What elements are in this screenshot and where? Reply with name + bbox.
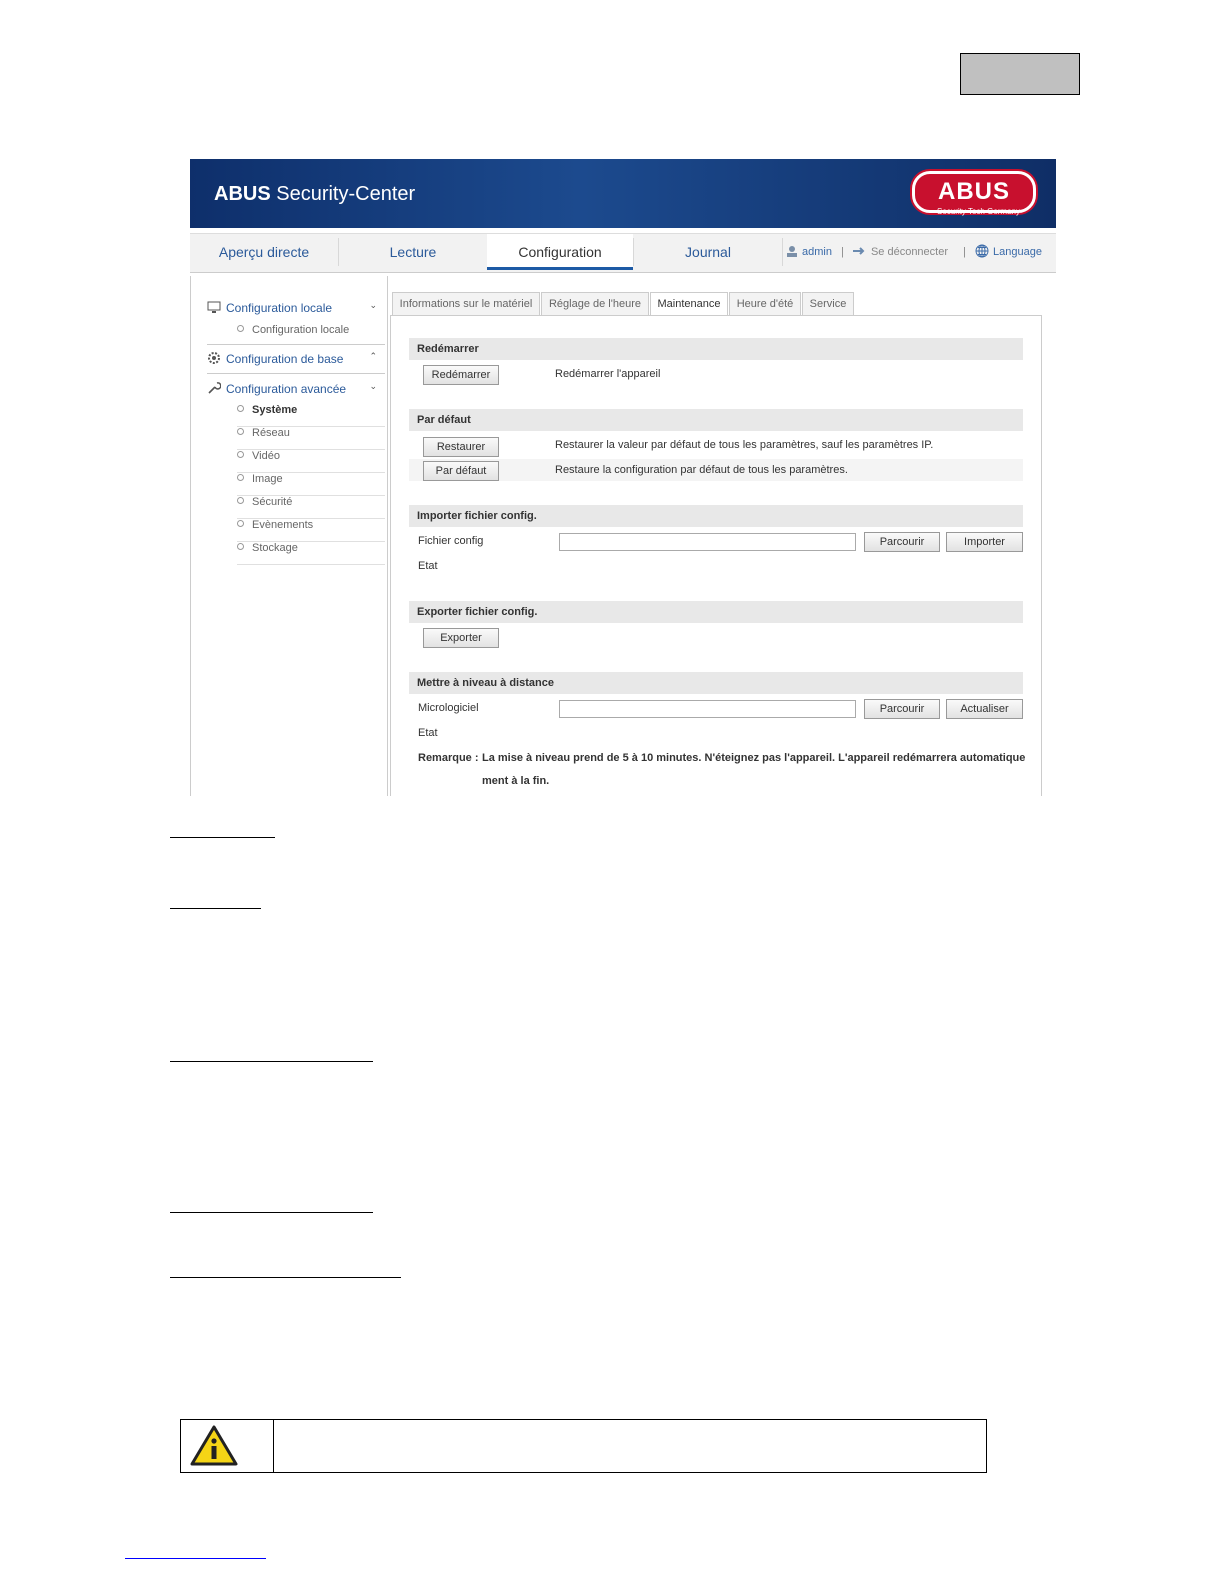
monitor-icon bbox=[207, 300, 221, 314]
warning-icon bbox=[189, 1424, 239, 1468]
user-icon bbox=[786, 245, 798, 257]
chevron-up-icon: ⌃ bbox=[369, 351, 377, 361]
heading-underline bbox=[170, 908, 261, 909]
browse-firmware-button[interactable]: Parcourir bbox=[864, 699, 940, 719]
tab-service[interactable]: Service bbox=[802, 292, 854, 316]
browse-config-button[interactable]: Parcourir bbox=[864, 532, 940, 552]
sidebar-item-local-config[interactable]: Configuration locale bbox=[237, 324, 385, 346]
abus-logo: ABUS bbox=[912, 171, 1036, 213]
firmware-label: Micrologiciel bbox=[418, 702, 479, 714]
sidebar-item-events[interactable]: Evènements bbox=[237, 519, 385, 542]
footer-link-underline bbox=[125, 1558, 266, 1559]
upgrade-status-label: Etat bbox=[418, 727, 438, 739]
logout-link[interactable]: Se déconnecter bbox=[870, 246, 949, 258]
app-screenshot bbox=[190, 159, 1056, 796]
chevron-down-icon: ⌄ bbox=[369, 381, 377, 391]
sidebar-group-basic[interactable]: Configuration de base ⌃ bbox=[207, 351, 385, 366]
app-title: ABUS Security-Center bbox=[214, 183, 416, 205]
nav-tab-live-view[interactable]: Aperçu directe bbox=[218, 244, 310, 260]
sidebar-group-advanced[interactable]: Configuration avancée ⌄ bbox=[207, 381, 385, 396]
reboot-description: Redémarrer l'appareil bbox=[555, 368, 661, 380]
logout-icon bbox=[853, 246, 867, 256]
sidebar-group-local[interactable]: Configuration locale ⌄ bbox=[207, 300, 385, 315]
heading-underline bbox=[170, 1212, 373, 1213]
sidebar-item-system[interactable]: Système bbox=[237, 404, 385, 427]
gear-icon bbox=[207, 351, 221, 365]
logo-tagline: Security Tech Germany bbox=[937, 207, 1020, 216]
reboot-button[interactable]: Redémarrer bbox=[423, 365, 499, 385]
language-link[interactable]: Language bbox=[993, 246, 1042, 258]
app-banner bbox=[190, 159, 1056, 228]
import-status-label: Etat bbox=[418, 560, 438, 572]
config-file-label: Fichier config bbox=[418, 535, 484, 547]
config-file-input[interactable] bbox=[559, 533, 856, 551]
firmware-input[interactable] bbox=[559, 700, 856, 718]
note-text-line1: La mise à niveau prend de 5 à 10 minutes. N'éteignez pas l'appareil. L'appareil redémarrera automatique bbox=[482, 752, 1026, 764]
restore-button[interactable]: Restaurer bbox=[423, 437, 499, 457]
chevron-down-icon: ⌄ bbox=[369, 300, 377, 310]
main-nav bbox=[190, 233, 1056, 273]
note-box bbox=[180, 1419, 987, 1473]
sidebar-item-storage[interactable]: Stockage bbox=[237, 542, 385, 565]
user-bar: admin | Se déconnecter | Language bbox=[786, 234, 1042, 270]
username[interactable]: admin bbox=[802, 246, 832, 258]
heading-underline bbox=[170, 1061, 373, 1062]
sidebar-item-image[interactable]: Image bbox=[237, 473, 385, 496]
note-label: Remarque : bbox=[418, 752, 479, 764]
sidebar-item-security[interactable]: Sécurité bbox=[237, 496, 385, 519]
factory-default-description: Restaure la configuration par défaut de tous les paramètres. bbox=[555, 464, 848, 476]
note-text-line2: ment à la fin. bbox=[482, 775, 550, 787]
section-remote-upgrade: Mettre à niveau à distance bbox=[409, 672, 1023, 694]
tab-time-settings[interactable]: Réglage de l'heure bbox=[541, 292, 649, 316]
sidebar bbox=[190, 276, 388, 796]
wrench-icon bbox=[207, 381, 221, 395]
update-button[interactable]: Actualiser bbox=[946, 699, 1023, 719]
nav-tab-log[interactable]: Journal bbox=[685, 244, 731, 260]
section-default: Par défaut bbox=[409, 409, 1023, 431]
sidebar-item-network[interactable]: Réseau bbox=[237, 427, 385, 450]
globe-icon bbox=[975, 244, 989, 258]
restore-description: Restaurer la valeur par défaut de tous les paramètres, sauf les paramètres IP. bbox=[555, 439, 934, 451]
page-corner-box bbox=[960, 53, 1080, 95]
section-reboot: Redémarrer bbox=[409, 338, 1023, 360]
heading-underline bbox=[170, 837, 275, 838]
tab-dst[interactable]: Heure d'été bbox=[729, 292, 801, 316]
sidebar-item-video[interactable]: Vidéo bbox=[237, 450, 385, 473]
maintenance-panel bbox=[390, 315, 1042, 796]
heading-underline bbox=[170, 1277, 401, 1278]
section-import-config: Importer fichier config. bbox=[409, 505, 1023, 527]
nav-tab-playback[interactable]: Lecture bbox=[389, 244, 437, 260]
tab-maintenance[interactable]: Maintenance bbox=[650, 292, 728, 316]
nav-tab-configuration[interactable]: Configuration bbox=[487, 234, 633, 270]
export-button[interactable]: Exporter bbox=[423, 628, 499, 648]
section-export-config: Exporter fichier config. bbox=[409, 601, 1023, 623]
factory-default-button[interactable]: Par défaut bbox=[423, 461, 499, 481]
import-button[interactable]: Importer bbox=[946, 532, 1023, 552]
tab-hardware-info[interactable]: Informations sur le matériel bbox=[392, 292, 540, 316]
